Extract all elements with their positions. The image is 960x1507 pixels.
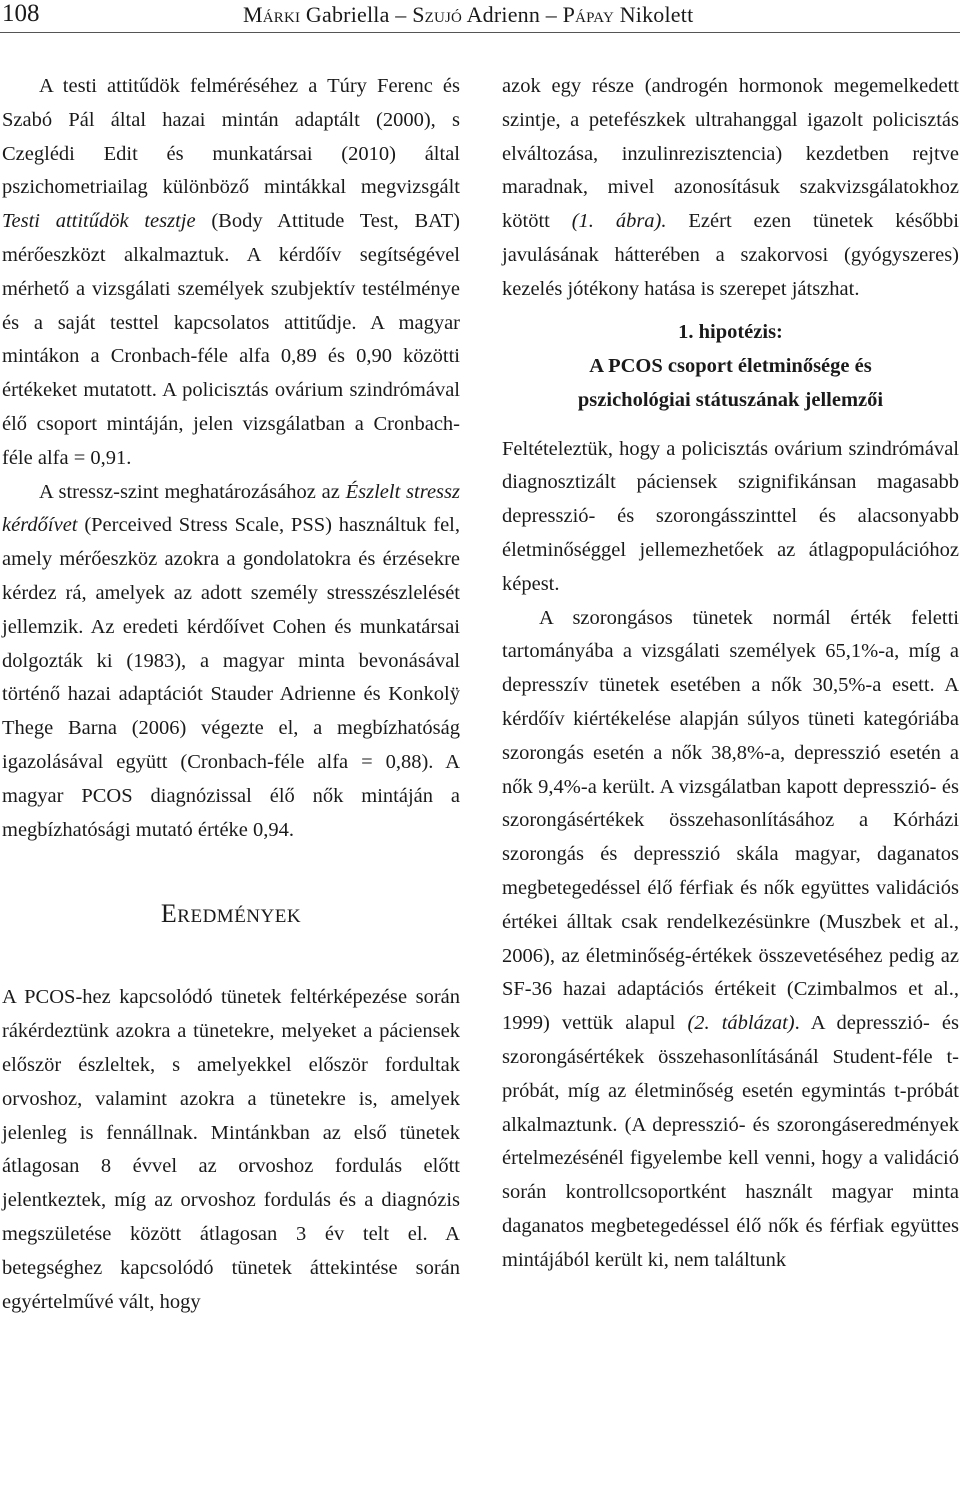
- text-run: A testi attitűdök felméréséhez a Túry Ferenc és Szabó Pál által hazai mintán adaptált (2000), s Czeglédi Edit és munkatársai (2010) által pszichometriailag különböző mintákkal megvizsgált: [2, 75, 460, 199]
- header-rule: [0, 32, 960, 33]
- paragraph-body-attitude: [2, 70, 460, 476]
- author2-given: Adrienn –: [462, 2, 563, 27]
- section-heading-results: [2, 897, 460, 981]
- author3-surname-rest: ÁPAY: [575, 10, 614, 26]
- figure-reference: (1. ábra).: [571, 210, 667, 233]
- running-head-authors: [243, 2, 693, 31]
- page-number: 108: [2, 0, 40, 27]
- text-run: . A depresszió- és szorongásértékek összehasonlításánál Student-féle t-próbát, míg az életminőség esetén egymintás t-próbát alkalmaztunk. (A depresszió- és szorongáseredmények értelmezésénél figyelembe kell venni, hogy a validáció során kontrollcsoportként használt magyar minta daganatos megbetegedéssel élő nők és férfiak együttes mintájából került ki, nem találtunk: [502, 1012, 959, 1271]
- author2-initial: S: [412, 2, 425, 27]
- author2-surname-rest: ZUJÓ: [424, 10, 463, 26]
- author3-given: Nikolett: [614, 2, 694, 27]
- author1-given: Gabriella –: [300, 2, 413, 27]
- paragraph-symptoms-continued: [502, 70, 959, 307]
- italic-title: Észlelt stressz kérdőívet: [2, 480, 460, 537]
- author1-surname-rest: ÁRKI: [262, 10, 301, 26]
- running-header: [0, 0, 960, 32]
- paragraph-anxiety-results: [502, 602, 959, 1278]
- right-column: [502, 70, 959, 1278]
- author1-initial: M: [243, 2, 263, 27]
- text-run: A szorongásos tünetek normál érték feletti tartományába a vizsgálati személyek 65,1%-a, míg a depresszív tünetek esetében a nők 30,5%-a esett. A kérdőív kiértékelése alapján súlyos tüneti kategóriába szorongás esetén a nők 38,8%-a, depresszió esetén a nők 9,4%-a került. A vizsgálatban kapott depresszió- és szorongásértékek összehasonlításához a Kórházi szorongás és depresszió skála magyar, daganatos megbetegedéssel élő férfiak és nők együttes validációs értékei álltak csak rendelkezésünkre (Muszbek et al., 2006), az életminőség-értékek összevetéséhez pedig az SF-36 hazai adaptációs értékeit (Czimbalmos et al., 1999) vettük alapul: [502, 606, 959, 1035]
- hypothesis-heading: [502, 315, 959, 417]
- hypothesis-title-line1: A PCOS csoport életminősége és: [589, 354, 872, 377]
- heading-initial: E: [160, 899, 178, 929]
- hypothesis-label: 1. hipotézis:: [678, 320, 783, 343]
- text-run: A stressz-szint meghatározásához az: [39, 480, 346, 503]
- paragraph-results-symptoms: A PCOS-hez kapcsolódó tünetek feltérképezése során rákérdeztünk azokra a tünetekre, melyeket a páciensek először észleltek, s amelyekkel először fordultak orvoshoz, valamint azokra a tünetekre is, amelyek jelenleg is fennállnak. Mintánkban az első tünetek átlagosan 8 évvel az orvoshoz fordulás előtt jelentkeztek, míg az orvoshoz fordulás és a diagnózis megszületése között átlagosan 3 év telt el. A betegséghez kapcsolódó tünetek áttekintése során egyértelművé vált, hogy: [2, 986, 460, 1313]
- text-run: Ezért ezen tünetek későbbi javulásának hátterében a szakorvosi (gyógyszeres) kezelés jótékony hatása is szerepet játszhat.: [502, 210, 959, 300]
- author3-initial: P: [562, 2, 576, 27]
- text-run: (Body Attitude Test, BAT) mérőeszközt alkalmaztuk. A kérdőív segítségével mérhető a vizsgálati személyek szubjektív testélménye és a saját testtel kapcsolatos attitűdje. A magyar mintákon a Cronbach-féle alfa 0,89 és 0,90 közötti értékeket mutatott. A policisztás ovárium szindrómával élő csoport mintáján, jelen vizsgálatban a Cronbach-féle alfa = 0,91.: [2, 210, 460, 469]
- italic-title: Testi attitűdök tesztje: [2, 210, 196, 233]
- text-run: (Perceived Stress Scale, PSS) használtuk fel, amely mérőeszköz azokra a gondolatokra és érzésekre kérdez rá, amelyek az adott személy stresszészlelését jellemzik. Az eredeti kérdőívet Cohen és munkatársai dolgozták ki (1983), a magyar minta bevonásával történő hazai adaptációt Stauder Adrienne és Konkolÿ Thege Barna (2006) végezte el, a megbízhatóság igazolásával együtt (Cronbach-féle alfa = 0,88). A magyar PCOS diagnózissal élő nők mintáján a megbízhatósági mutató értéke 0,94.: [2, 514, 460, 841]
- paragraph-stress-scale: [2, 476, 460, 848]
- heading-rest: REDMÉNYEK: [177, 906, 302, 928]
- text-run: azok egy része (androgén hormonok megemelkedett szintje, a petefészkek ultrahanggal igazolt policisztás elváltozása, inzulinrezisztencia) kezdetben rejtve maradnak, mivel azonosításuk szakvizsgálatokhoz kötött: [502, 75, 959, 233]
- hypothesis-title-line2: pszichológiai státuszának jellemzői: [577, 388, 884, 411]
- left-column: [2, 70, 460, 1319]
- table-reference: (2. táblázat): [687, 1012, 795, 1035]
- paragraph-hypothesis: Feltételeztük, hogy a policisztás ovárium szindrómával diagnosztizált páciensek szignifikánsan magasabb depresszió- és szorongásszinttel és alacsonyabb életminőséggel jellemezhetőek az átlagpopulációhoz képest.: [502, 437, 959, 595]
